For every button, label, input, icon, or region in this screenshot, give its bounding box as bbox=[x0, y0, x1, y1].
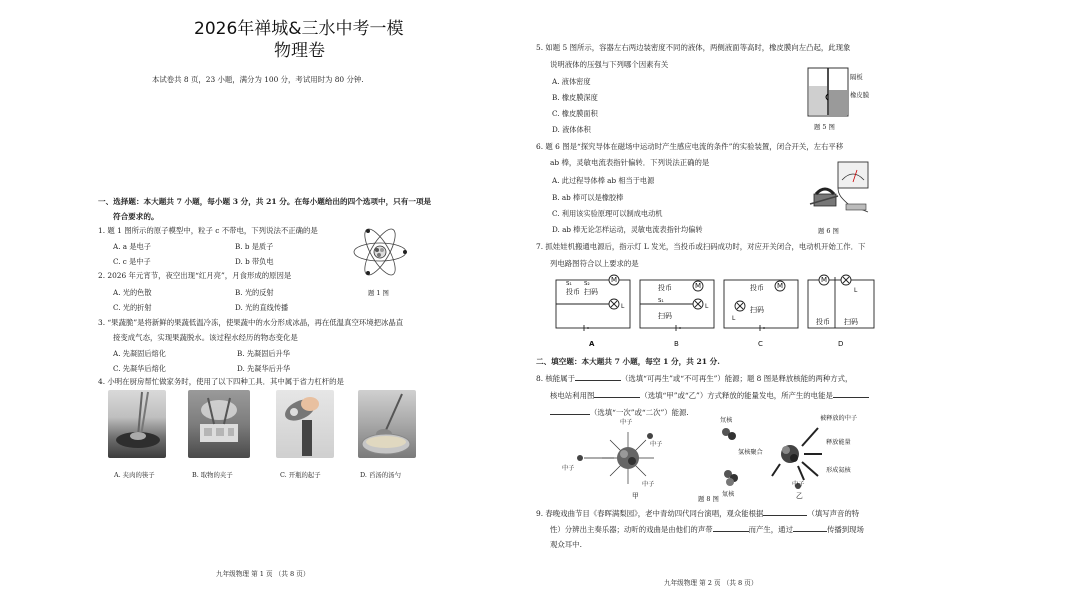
q6-option-d: D. ab 棒无论怎样运动，灵敏电流表指针均偏转 bbox=[552, 225, 703, 234]
q1-option-a: A. a 是电子 bbox=[113, 242, 151, 251]
fission-neutron-label-right: 中子 bbox=[650, 441, 663, 448]
q2-option-d: D. 光的直线传播 bbox=[235, 303, 289, 312]
q8-line3: （选填“一次”或“二次”）能源. bbox=[550, 407, 689, 416]
q1-option-c: C. c 是中子 bbox=[113, 257, 151, 266]
fission-diagram bbox=[577, 432, 654, 484]
circuit-a-s1-label: S₁ bbox=[566, 281, 572, 287]
circuit-c-scan-label: 扫码 bbox=[750, 306, 764, 314]
deuterium-label: 氘核 bbox=[720, 417, 733, 424]
q4-option-b: B. 取物的夹子 bbox=[192, 471, 233, 479]
circuit-b bbox=[640, 280, 714, 331]
yi-label: 乙 bbox=[796, 492, 803, 500]
q4-stem: 4. 小明在厨房帮忙做家务时，使用了以下四种工具．其中属于省力杠杆的是 bbox=[98, 377, 344, 386]
page1-footer: 九年级物理 第 1 页 （共 8 页） bbox=[216, 570, 310, 578]
circuit-b-motor-label: M bbox=[695, 282, 702, 290]
membrane-label: 橡皮膜 bbox=[850, 91, 870, 99]
partition-label: 隔板 bbox=[850, 73, 863, 81]
q6-option-b: B. ab 棒可以是橡胶棒 bbox=[552, 193, 624, 202]
fusion-neutron-label: 中子 bbox=[792, 481, 805, 488]
q5-option-b: B. 橡皮膜深度 bbox=[552, 93, 598, 102]
q3-option-d: D. 先凝华后升华 bbox=[237, 364, 291, 373]
circuit-d-scan-label: 扫码 bbox=[844, 318, 858, 326]
exam-page-2 bbox=[528, 0, 900, 608]
circuit-b-scan-label: 扫码 bbox=[658, 312, 672, 320]
exam-page-1 bbox=[80, 0, 460, 608]
fission-neutron-label-bottom: 中子 bbox=[642, 481, 655, 488]
q5-stem-cont: 说明液体的压强与下列哪个因素有关 bbox=[550, 60, 669, 69]
q6-stem: 6. 题 6 图是“探究导体在磁场中运动时产生感应电流的条件”的实验装置，闭合开关，左右平移 bbox=[536, 142, 844, 151]
circuit-a-s2-label: S₂ bbox=[584, 281, 590, 287]
bottle-opener-photo bbox=[276, 390, 334, 458]
q6-option-c: C. 利用该实验原理可以制成电动机 bbox=[552, 209, 663, 218]
q8-line1: 8. 核能属于 （选填“可再生”或“不可再生”）能源；题 8 图是释放核能的两种方式， bbox=[536, 374, 853, 383]
q9-line3: 观众耳中. bbox=[550, 540, 582, 549]
section1-heading: 一、选择题：本大题共 7 小题，每小题 3 分，共 21 分。在每小题给出的四个选项中，只有一项是 bbox=[98, 197, 432, 206]
q1-option-b: B. b 是质子 bbox=[235, 242, 274, 251]
circuit-a-lamp-label: L bbox=[621, 303, 625, 310]
q2-option-b: B. 光的反射 bbox=[235, 288, 274, 297]
q6-option-a: A. 此过程导体棒 ab 相当于电源 bbox=[552, 176, 655, 185]
released-energy-label: 释放能量 bbox=[826, 439, 851, 446]
q1-stem: 1. 题 1 图所示的原子模型中，粒子 c 不带电，下列说法不正确的是 bbox=[98, 226, 318, 235]
q3-option-c: C. 先凝华后熔化 bbox=[113, 364, 166, 373]
exam-subtitle: 物理卷 bbox=[274, 41, 325, 61]
q4-option-d: D. 舀汤的汤勺 bbox=[360, 471, 401, 479]
page2-footer: 九年级物理 第 2 页 （共 8 页） bbox=[664, 579, 758, 587]
q1-figure-caption: 题 1 图 bbox=[368, 289, 389, 297]
circuit-b-s1-label: S₁ bbox=[658, 298, 664, 304]
fusion-diagram bbox=[722, 428, 822, 489]
q3-option-b: B. 先凝固后升华 bbox=[237, 349, 290, 358]
tritium-label: 氚核 bbox=[722, 491, 735, 498]
nuclear-reaction-figure bbox=[558, 414, 888, 500]
q2-option-c: C. 光的折射 bbox=[113, 303, 152, 312]
chopsticks-photo bbox=[108, 390, 166, 458]
q4-option-a: A. 夹肉的筷子 bbox=[114, 471, 155, 479]
section1-heading-cont: 符合要求的。 bbox=[113, 212, 159, 221]
circuit-d-letter: D bbox=[838, 340, 844, 348]
circuit-d-lamp-label: L bbox=[854, 287, 858, 294]
q6-figure-caption: 题 6 图 bbox=[818, 227, 839, 235]
q2-stem: 2. 2026 年元宵节，夜空出现“红月亮”，月食形成的原因是 bbox=[98, 271, 292, 280]
q5-option-c: C. 橡皮膜面积 bbox=[552, 109, 598, 118]
circuit-b-coin-label: 投币 bbox=[658, 284, 672, 292]
jia-label: 甲 bbox=[632, 492, 639, 500]
circuit-a-coin-label: 投币 bbox=[566, 288, 580, 296]
circuit-c-lamp-label: L bbox=[732, 315, 736, 322]
container-figure bbox=[806, 66, 850, 118]
circuit-d-coin-label: 投币 bbox=[816, 318, 830, 326]
circuit-b-lamp-label: L bbox=[705, 303, 709, 310]
q3-stem-cont: 接变成气态，实现果蔬脱水。该过程水经历的物态变化是 bbox=[113, 333, 298, 342]
q7-circuits bbox=[554, 272, 878, 348]
circuit-a-letter: A bbox=[589, 340, 595, 348]
fission-neutron-label-top: 中子 bbox=[620, 419, 633, 426]
atom-model-figure bbox=[350, 224, 410, 280]
helium-label: 形成氦核 bbox=[826, 467, 851, 474]
circuit-c-letter: C bbox=[758, 340, 763, 348]
q9-line1: 9. 春晚戏曲节目《春晖满梨园》，老中青幼四代同台演唱，观众能根据 （填写声音的特 bbox=[536, 509, 860, 518]
q5-option-a: A. 液体密度 bbox=[552, 77, 591, 86]
circuit-b-letter: B bbox=[674, 340, 679, 348]
circuit-a-scan-label: 扫码 bbox=[584, 288, 598, 296]
q7-stem: 7. 抓娃娃机搬通电源后，指示灯 L 发光，当投币或扫码成功时，对应开关闭合，电动机开始工作．下 bbox=[536, 242, 866, 251]
fusion-label: 氢核聚合 bbox=[738, 449, 763, 456]
q3-option-a: A. 先凝固后熔化 bbox=[113, 349, 166, 358]
q7-stem-cont: 列电路图符合以上要求的是 bbox=[550, 259, 639, 268]
induction-apparatus-figure bbox=[808, 160, 874, 218]
released-neutron-label: 被释放的中子 bbox=[820, 415, 858, 422]
circuit-d-motor-label: M bbox=[821, 276, 828, 284]
q5-option-d: D. 液体体积 bbox=[552, 125, 591, 134]
q1-option-d: D. b 带负电 bbox=[235, 257, 274, 266]
q9-line2: 性）分辨出主奏乐器；动听的戏曲是由他们的声带 而产生，通过 传播到现场 bbox=[550, 525, 864, 534]
soup-ladle-photo bbox=[358, 390, 416, 458]
q8-figure-caption: 题 8 图 bbox=[698, 495, 719, 503]
q4-option-c: C. 开瓶的起子 bbox=[280, 471, 321, 479]
q5-stem: 5. 如题 5 图所示，容器左右两边装密度不同的液体，两侧液面等高时，橡皮膜向左凸起，此现象 bbox=[536, 43, 851, 52]
section2-heading: 二、填空题：本大题共 7 小题，每空 1 分，共 21 分. bbox=[536, 357, 720, 366]
exam-intro: 本试卷共 8 页，23 小题，满分为 100 分，考试用时为 80 分钟. bbox=[152, 75, 364, 84]
food-tongs-photo bbox=[188, 390, 250, 458]
circuit-a-motor-label: M bbox=[611, 276, 618, 284]
q2-option-a: A. 光的色散 bbox=[113, 288, 152, 297]
q8-line2: 核电站利用图 （选填“甲”或“乙”）方式释放的能量发电，所产生的电能是 bbox=[550, 390, 869, 399]
q3-stem: 3. “果蔬脆”是将新鲜的果蔬低温冷冻，使果蔬中的水分形成冰晶，再在低温真空环境把冰晶直 bbox=[98, 318, 404, 327]
circuit-c-motor-label: M bbox=[777, 282, 784, 290]
circuit-c-coin-label: 投币 bbox=[750, 284, 764, 292]
q6-stem-cont: ab 棒，灵敏电流表指针偏转．下列说法正确的是 bbox=[550, 158, 710, 167]
q5-figure-caption: 题 5 图 bbox=[814, 123, 835, 131]
exam-title: 2026年禅城&三水中考一模 bbox=[194, 19, 404, 39]
fission-incoming-neutron-label: 中子 bbox=[562, 465, 575, 472]
